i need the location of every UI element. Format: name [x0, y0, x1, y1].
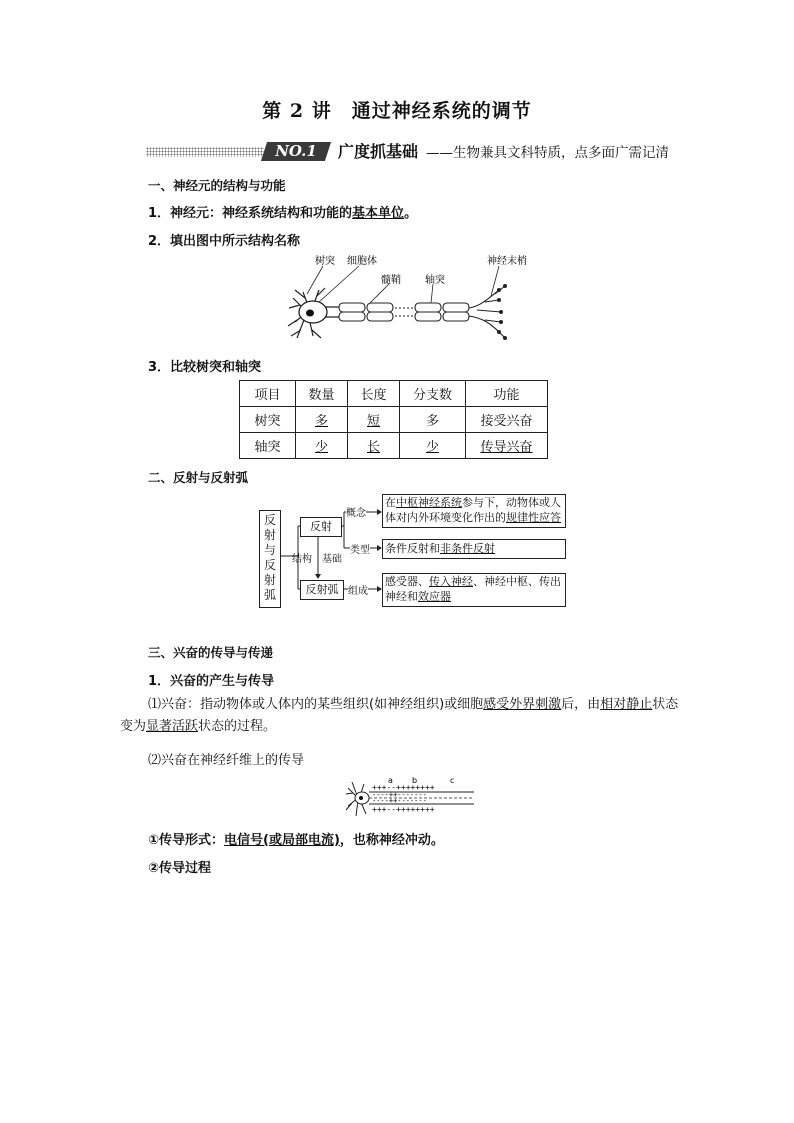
- table-cell: 长: [348, 433, 400, 459]
- inner-charges-bottom: ----++-------: [372, 797, 427, 805]
- table-header-row: [240, 381, 548, 407]
- table-cell: 多: [296, 407, 348, 433]
- comparison-table: [239, 380, 548, 459]
- banner-subtitle: ——生物兼具文科特质，点多面广需记清: [426, 145, 669, 161]
- section3-heading: 三、兴奋的传导与传递: [148, 645, 274, 660]
- neuron-diagram: [285, 252, 545, 348]
- reflex-arc-box: 反射弧: [300, 580, 344, 600]
- table-cell: 少: [400, 433, 466, 459]
- reflex-concept-map: [258, 492, 564, 608]
- table-cell: 传导兴奋: [466, 433, 548, 459]
- outer-charges-bottom: +++--++++++++: [372, 805, 435, 814]
- nerve-fiber-diagram: [344, 776, 476, 822]
- table-cell: 多: [400, 407, 466, 433]
- page-title: 第 2 讲 通过神经系统的调节: [262, 100, 532, 122]
- composition-box: 感受器、传入神经、神经中枢、传出神经和效应器: [382, 573, 566, 607]
- table-row: [240, 407, 548, 433]
- table-cell: 少: [296, 433, 348, 459]
- section2-heading: 二、反射与反射弧: [148, 470, 249, 485]
- conduction-form: ①传导形式：电信号(或局部电流)，也称神经冲动。: [148, 833, 444, 848]
- reflex-arc-label-box: 反射与反射弧: [259, 510, 281, 608]
- reflex-box: 反射: [300, 517, 342, 537]
- section3-sub1: 1．兴奋的产生与传导: [148, 674, 275, 689]
- section1-heading: 一、神经元的结构与功能: [148, 178, 286, 193]
- excitation-definition: ⑴兴奋：指动物体或人体内的某些组织(如神经组织)或细胞感受外界刺激后，由相对静止状态变为显著活跃状态的过程。: [120, 697, 679, 734]
- section1-item3: 3．比较树突和轴突: [148, 360, 262, 375]
- table-header-cell: 功能: [466, 381, 548, 407]
- section-banner: [146, 140, 706, 164]
- table-cell: 轴突: [240, 433, 296, 459]
- type-label: 类型: [350, 541, 370, 556]
- banner-heading: 广度抓基础: [338, 142, 419, 161]
- label-dendrite: 树突: [315, 256, 335, 267]
- point-c-label: c: [450, 776, 455, 785]
- outer-charges-top: +++--++++++++: [372, 783, 435, 792]
- dotted-bar: [146, 147, 264, 157]
- answer-basic-unit: 基本单位: [352, 206, 405, 221]
- point-b-label: b: [412, 776, 418, 785]
- concept-label: 概念: [346, 504, 366, 519]
- table-row: [240, 433, 548, 459]
- label-nerve-ending: 神经末梢: [487, 256, 527, 267]
- table-cell: 接受兴奋: [466, 407, 548, 433]
- label-myelin: 髓鞘: [381, 275, 401, 286]
- table-header-cell: 项目: [240, 381, 296, 407]
- inner-charges-top: ----++-------: [372, 791, 427, 799]
- conduction-process: ②传导过程: [148, 861, 212, 876]
- table-header-cell: 数量: [296, 381, 348, 407]
- structure-basis-label: 结构 基础: [292, 554, 342, 565]
- table-header-cell: 长度: [348, 381, 400, 407]
- label-cell-body: 细胞体: [347, 256, 377, 267]
- composition-label: 组成: [348, 582, 368, 597]
- section1-item2: 2．填出图中所示结构名称: [148, 234, 301, 249]
- point-a-label: a: [388, 776, 393, 785]
- section1-item1: 1．神经元：神经系统结构和功能的基本单位。: [148, 206, 418, 221]
- concept-box: 在中枢神经系统参与下，动物体或人体对内外环境变化作出的规律性应答: [382, 494, 566, 528]
- banner-badge: NO.1: [261, 142, 331, 161]
- conduction-heading: ⑵兴奋在神经纤维上的传导: [148, 753, 305, 768]
- table-header-cell: 分支数: [400, 381, 466, 407]
- table-cell: 树突: [240, 407, 296, 433]
- label-axon: 轴突: [425, 275, 445, 286]
- table-cell: 短: [348, 407, 400, 433]
- type-box: 条件反射和非条件反射: [382, 539, 566, 559]
